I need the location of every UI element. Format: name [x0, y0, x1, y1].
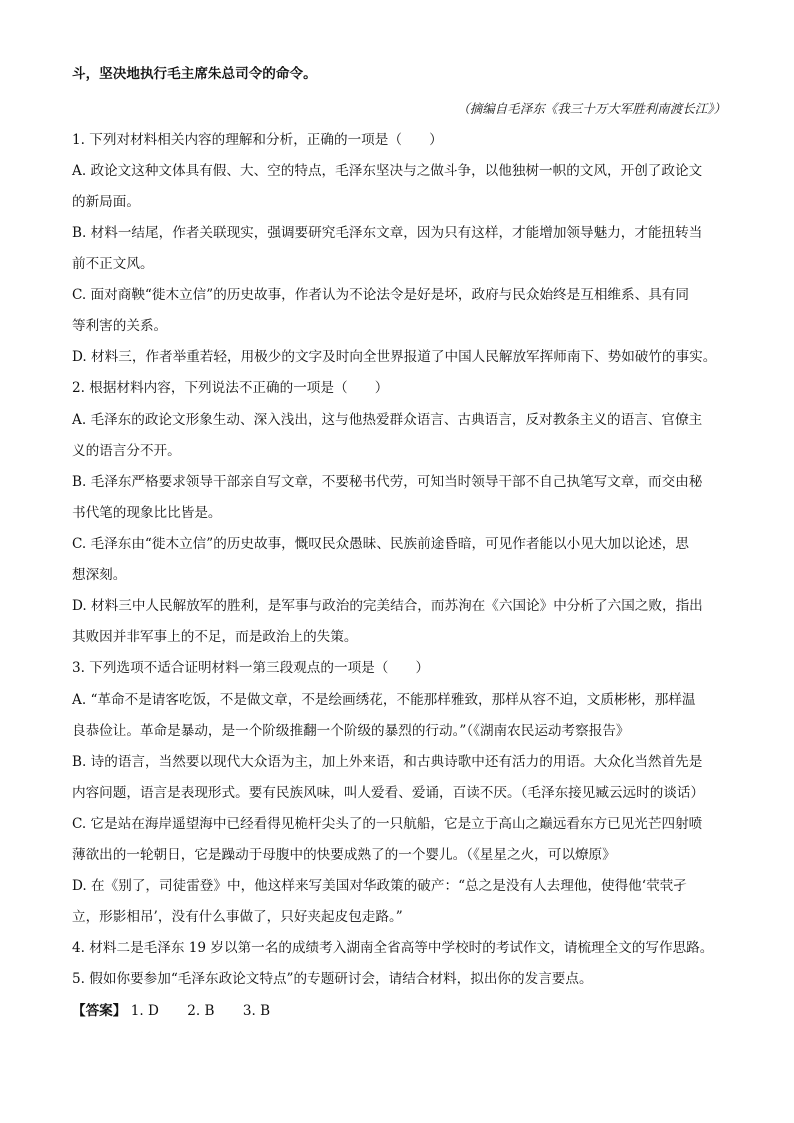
q1-option-c-line2: 等利害的关系。 [72, 318, 168, 334]
q3-option-b-line1: B. 诗的语言，当然要以现代大众语为主，加上外来语，和古典诗歌中还有活力的用语。大众化当然首先是 [72, 754, 703, 770]
q2-option-c-line2: 想深刻。 [72, 567, 127, 583]
q2-option-a-line1: A. 毛泽东的政论文形象生动、深入浅出，这与他热爱群众语言、古典语言，反对教条主义的语言、官僚主 [72, 412, 703, 428]
q2-option-d-line2: 其败因并非军事上的不足，而是政治上的失策。 [72, 629, 358, 645]
q1-option-b-line2: 前不正文风。 [72, 256, 154, 272]
q1-option-b-line1: B. 材料一结尾，作者关联现实，强调要研究毛泽东文章，因为只有这样，才能增加领导魅力，才能扭转当 [72, 225, 703, 241]
q3-option-a-line2: 良恭俭让。革命是暴动，是一个阶级推翻一个阶级的暴烈的行动。”（《湖南农民运动考察报告》 [72, 723, 630, 739]
q2-stem: 2. 根据材料内容，下列说法不正确的一项是（ ） [72, 380, 389, 396]
q3-stem: 3. 下列选项不适合证明材料一第三段观点的一项是（ ） [72, 660, 430, 676]
intro-line: 斗，坚决地执行毛主席朱总司令的命令。 [72, 66, 317, 82]
q1-option-a-line2: 的新局面。 [72, 194, 140, 210]
q2-option-a-line2: 义的语言分不开。 [72, 443, 181, 459]
q5-text: 5. 假如你要参加“毛泽东政论文特点”的专题研讨会，请结合材料，拟出你的发言要点。 [72, 971, 593, 987]
q4-text: 4. 材料二是毛泽东 19 岁以第一名的成绩考入湖南全省高等中学校时的考试作文，请梳理全文的写作思路。 [72, 940, 714, 956]
q3-option-c-line2: 薄欲出的一轮朝日，它是躁动于母腹中的快要成熟了的一个婴儿。（《星星之火，可以燎原》 [72, 847, 616, 863]
q3-option-d-line2: 立，形影相吊’，没有什么事做了，只好夹起皮包走路。” [72, 909, 403, 925]
q3-option-a-line1: A. “革命不是请客吃饭，不是做文章，不是绘画绣花，不能那样雅致，那样从容不迫，文质彬彬，那样温 [72, 692, 696, 708]
q1-option-a-line1: A. 政论文这种文体具有假、大、空的特点，毛泽东坚决与之做斗争，以他独树一帜的文风，开创了政论文 [72, 163, 703, 179]
q2-option-b-line1: B. 毛泽东严格要求领导干部亲自写文章，不要秘书代劳，可知当时领导干部不自己执笔写文章，而交由秘 [72, 474, 703, 490]
answer-item-2: 2. B [187, 1003, 215, 1019]
q3-option-d-line1: D. 在《别了，司徒雷登》中，他这样来写美国对华政策的破产：“总之是没有人去理他，使得他‘茕茕孑 [72, 878, 687, 894]
answer-item-3: 3. B [242, 1003, 271, 1019]
answer-line [72, 1001, 722, 1021]
q3-option-b-line2: 内容问题，语言是表现形式。要有民族风味，叫人爱看、爱诵，百读不厌。（毛泽东接见臧云远时的谈话） [72, 785, 705, 801]
q2-option-d-line1: D. 材料三中人民解放军的胜利，是军事与政治的完美结合，而苏洵在《六国论》中分析了六国之败，指出 [72, 598, 703, 614]
answer-item-1: 1. D [130, 1003, 159, 1019]
q1-stem: 1. 下列对材料相关内容的理解和分析，正确的一项是（ ） [72, 132, 443, 148]
q2-option-c-line1: C. 毛泽东由“徙木立信”的历史故事，慨叹民众愚昧、民族前途昏暗，可见作者能以小见大加以论述，思 [72, 536, 689, 552]
q1-option-c-line1: C. 面对商鞅“徙木立信”的历史故事，作者认为不论法令是好是坏，政府与民众始终是互相维系、具有同 [72, 287, 689, 303]
q2-option-b-line2: 书代笔的现象比比皆是。 [72, 505, 222, 521]
source-note: （摘编自毛泽东《我三十万大军胜利南渡长江》） [457, 101, 726, 116]
q3-option-c-line1: C. 它是站在海岸遥望海中已经看得见桅杆尖头了的一只航船，它是立于高山之巅远看东方已见光芒四射喷 [72, 816, 703, 832]
answer-label: 【答案】 [72, 1003, 127, 1019]
q1-option-d-line1: D. 材料三，作者举重若轻，用极少的文字及时向全世界报道了中国人民解放军挥师南下、势如破竹的事实。 [72, 349, 717, 365]
